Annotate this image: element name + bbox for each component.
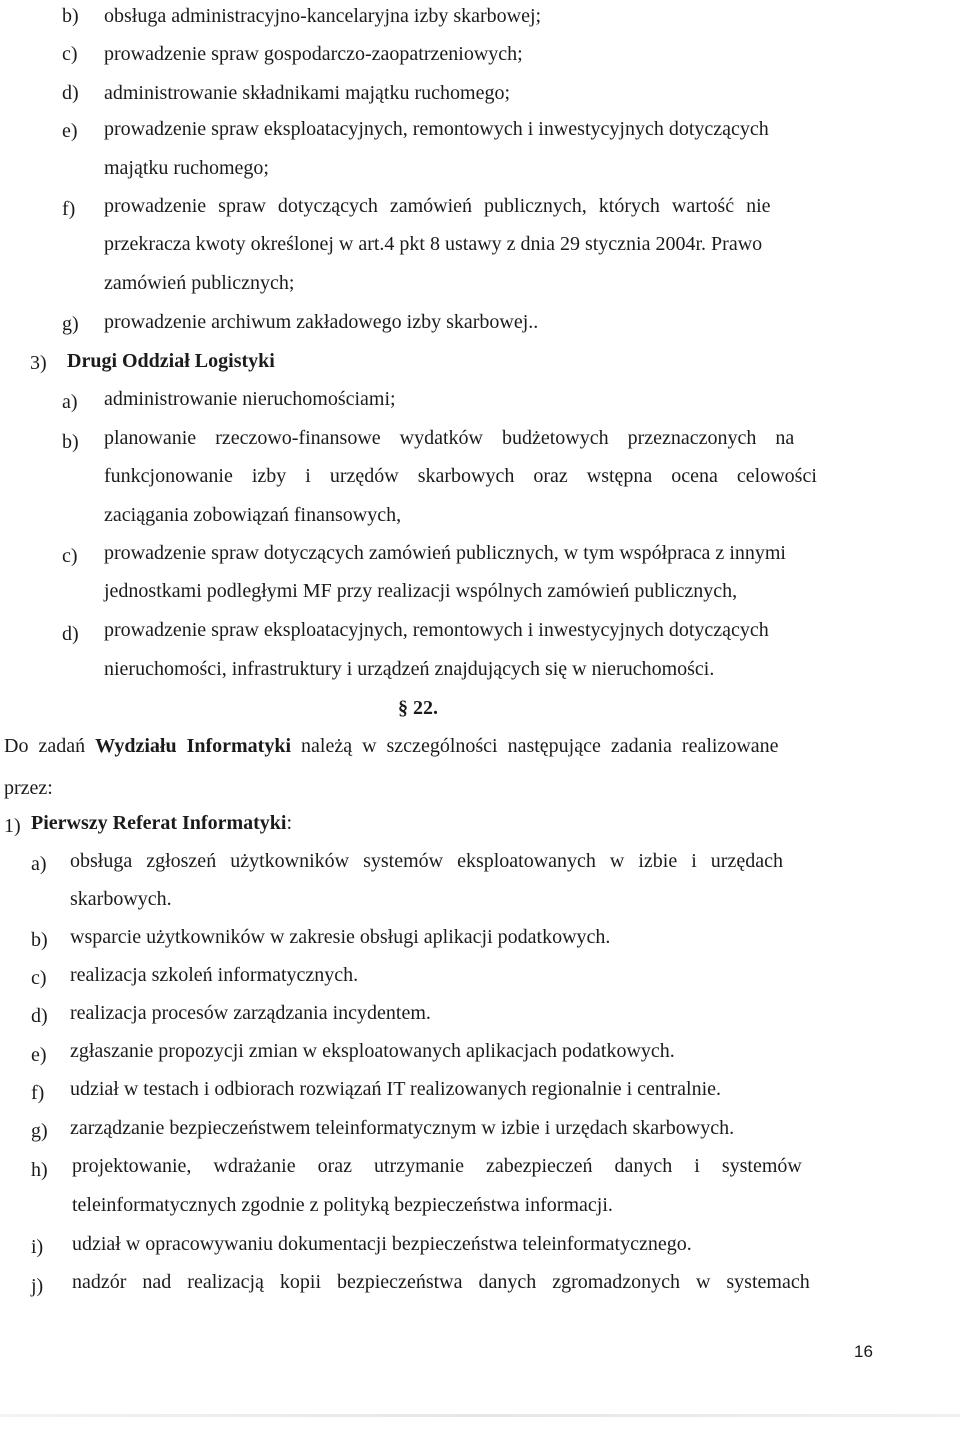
unit-3-title: Drugi Oddział Logistyki xyxy=(67,350,275,372)
unit1-item-f-text: udział w testach i odbiorach rozwiązań IT realizowanych regionalnie i centralnie. xyxy=(70,1078,722,1100)
unit1-item-a-text-line2: skarbowych. xyxy=(70,888,172,910)
scan-edge-divider xyxy=(0,1414,960,1417)
unit-1-number: 1) xyxy=(4,815,21,837)
unit1-item-j-text: nadzór nad realizacją kopii bezpieczeństwa danych zgromadzonych w systemach xyxy=(72,1271,810,1293)
unit3-item-b-text-line1: planowanie rzeczowo-finansowe wydatków budżetowych przeznaczonych na xyxy=(104,427,795,449)
unit1-item-b-text: wsparcie użytkowników w zakresie obsługi aplikacji podatkowych. xyxy=(70,926,611,948)
section-22-intro xyxy=(4,734,779,758)
unit1-item-e-letter: e) xyxy=(31,1044,47,1066)
unit-1-title-wrap xyxy=(31,811,292,835)
unit3-item-d-letter: d) xyxy=(62,623,79,645)
unit-1-title: Pierwszy Referat Informatyki xyxy=(31,812,287,834)
intro-pre: Do zadań xyxy=(4,735,96,757)
item-f-text-line1: prowadzenie spraw dotyczących zamówień publicznych, których wartość nie xyxy=(104,195,771,217)
unit1-item-c-letter: c) xyxy=(31,967,47,989)
section-22-heading: § 22. xyxy=(398,697,438,719)
item-f-letter: f) xyxy=(62,198,76,220)
item-b-text: obsługa administracyjno-kancelaryjna izby skarbowej; xyxy=(104,5,542,27)
unit1-item-j-letter: j) xyxy=(31,1275,44,1297)
unit3-item-a-text: administrowanie nieruchomościami; xyxy=(104,388,396,410)
unit1-item-h-text-line1: projektowanie, wdrażanie oraz utrzymanie zabezpieczeń danych i systemów xyxy=(72,1155,802,1177)
unit1-item-b-letter: b) xyxy=(31,929,48,951)
unit3-item-a-letter: a) xyxy=(62,391,78,413)
unit1-item-c-text: realizacja szkoleń informatycznych. xyxy=(70,964,359,986)
item-b-letter: b) xyxy=(62,5,79,27)
item-d-text: administrowanie składnikami majątku ruchomego; xyxy=(104,82,511,104)
item-c-text: prowadzenie spraw gospodarczo-zaopatrzeniowych; xyxy=(104,43,523,65)
intro-post: należą w szczególności następujące zadania realizowane xyxy=(291,735,779,757)
unit3-item-d-text-line2: nieruchomości, infrastruktury i urządzeń znajdujących się w nieruchomości. xyxy=(104,658,715,680)
item-d-letter: d) xyxy=(62,82,79,104)
unit3-item-c-text-line1: prowadzenie spraw dotyczących zamówień publicznych, w tym współpraca z innymi xyxy=(104,542,786,564)
unit3-item-b-letter: b) xyxy=(62,431,79,453)
item-f-text-line3: zamówień publicznych; xyxy=(104,272,295,294)
unit-1-title-suffix: : xyxy=(286,812,293,834)
unit3-item-b-text-line2: funkcjonowanie izby i urzędów skarbowych oraz wstępna ocena celowości xyxy=(104,465,817,487)
unit1-item-h-letter: h) xyxy=(31,1159,48,1181)
unit1-item-d-text: realizacja procesów zarządzania incydentem. xyxy=(70,1002,431,1024)
unit-3-number: 3) xyxy=(30,352,47,374)
item-g-text: prowadzenie archiwum zakładowego izby skarbowej.. xyxy=(104,311,539,333)
unit3-item-c-letter: c) xyxy=(62,545,78,567)
unit1-item-h-text-line2: teleinformatycznych zgodnie z polityką bezpieczeństwa informacji. xyxy=(72,1194,613,1216)
unit1-item-a-text-line1: obsługa zgłoszeń użytkowników systemów eksploatowanych w izbie i urzędach xyxy=(70,850,783,872)
unit1-item-d-letter: d) xyxy=(31,1005,48,1027)
unit1-item-f-letter: f) xyxy=(31,1082,45,1104)
item-e-letter: e) xyxy=(62,120,78,142)
unit1-item-a-letter: a) xyxy=(31,853,47,875)
page-number: 16 xyxy=(854,1342,873,1361)
unit3-item-d-text-line1: prowadzenie spraw eksploatacyjnych, remontowych i inwestycyjnych dotyczących xyxy=(104,619,769,641)
item-g-letter: g) xyxy=(62,313,79,335)
section-22-intro-line2: przez: xyxy=(4,777,53,799)
item-e-text-line1: prowadzenie spraw eksploatacyjnych, remontowych i inwestycyjnych dotyczących xyxy=(104,118,769,140)
item-e-text-line2: majątku ruchomego; xyxy=(104,157,269,179)
item-f-text-line2: przekracza kwoty określonej w art.4 pkt 8 ustawy z dnia 29 stycznia 2004r. Prawo xyxy=(104,233,763,255)
unit3-item-b-text-line3: zaciągania zobowiązań finansowych, xyxy=(104,504,402,526)
unit1-item-e-text: zgłaszanie propozycji zmian w eksploatowanych aplikacjach podatkowych. xyxy=(70,1040,675,1062)
unit1-item-i-letter: i) xyxy=(31,1236,44,1258)
intro-bold: Wydziału Informatyki xyxy=(95,735,292,757)
item-c-letter: c) xyxy=(62,43,78,65)
unit1-item-g-text: zarządzanie bezpieczeństwem teleinformatycznym w izbie i urzędach skarbowych. xyxy=(70,1117,735,1139)
unit3-item-c-text-line2: jednostkami podległymi MF przy realizacji wspólnych zamówień publicznych, xyxy=(104,580,738,602)
unit1-item-g-letter: g) xyxy=(31,1120,48,1142)
unit1-item-i-text: udział w opracowywaniu dokumentacji bezpieczeństwa teleinformatycznego. xyxy=(72,1233,692,1255)
